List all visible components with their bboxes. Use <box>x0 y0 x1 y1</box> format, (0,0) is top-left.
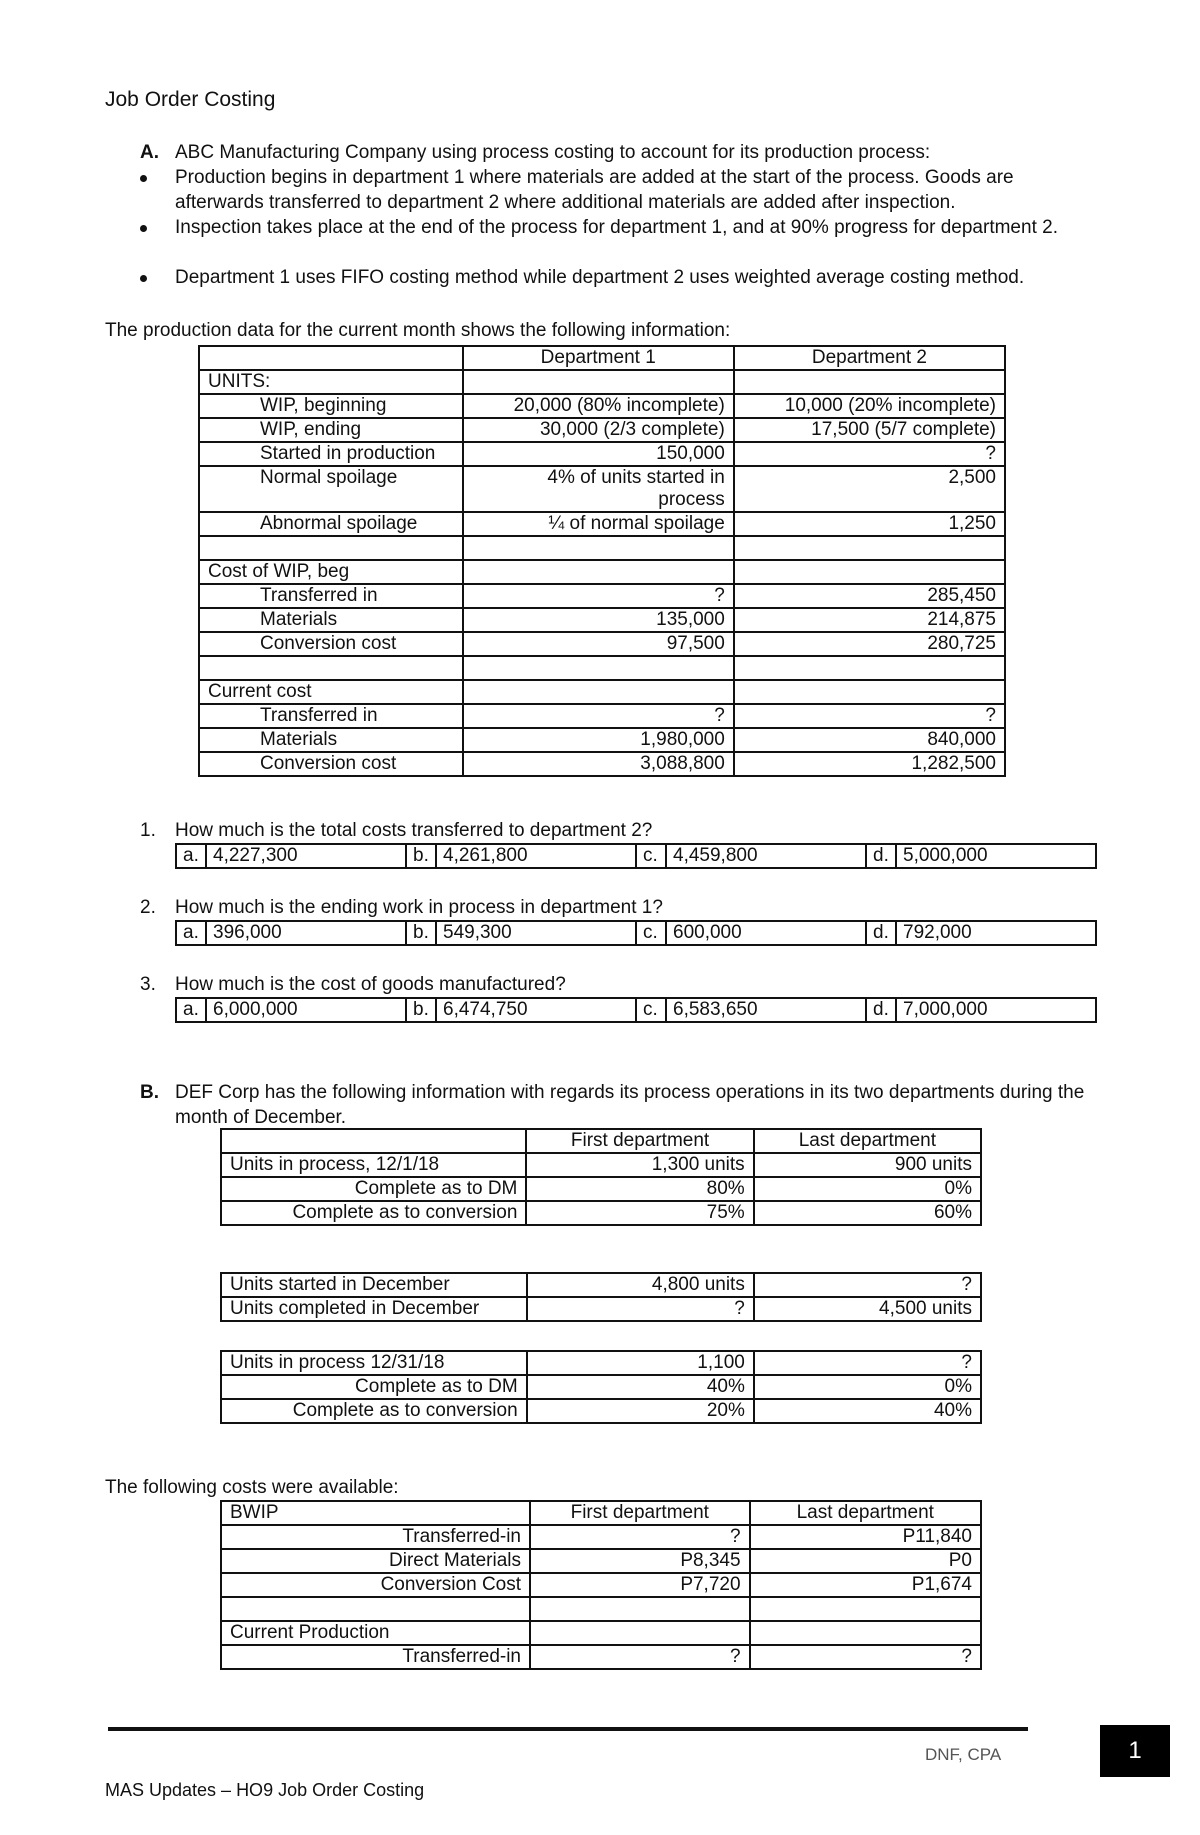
option-value: 6,474,750 <box>436 998 636 1022</box>
costs-lead: The following costs were available: <box>105 1477 399 1498</box>
footer-doc-title: MAS Updates – HO9 Job Order Costing <box>105 1780 425 1800</box>
dept2-cell: 1,250 <box>734 512 1005 536</box>
row-label: Complete as to DM <box>221 1177 526 1201</box>
option-letter: c. <box>636 844 666 868</box>
units-beginning-table <box>220 1128 982 1226</box>
dept1-cell: 3,088,800 <box>463 752 734 776</box>
table-row <box>221 1273 981 1297</box>
dept1-cell <box>463 536 734 560</box>
header-cell: Department 1 <box>463 346 734 370</box>
header-cell <box>199 346 463 370</box>
dept2-cell <box>734 680 1005 704</box>
row-label: Current Production <box>221 1621 530 1645</box>
first-dept-cell: 20% <box>527 1399 754 1423</box>
table-row <box>221 1645 981 1669</box>
question-number: 3. <box>140 974 156 995</box>
table-row <box>221 1525 981 1549</box>
row-label: Transferred in <box>199 584 463 608</box>
option-letter: d. <box>866 998 896 1022</box>
option-letter: a. <box>176 998 206 1022</box>
first-dept-cell: ? <box>530 1525 750 1549</box>
dept2-cell <box>734 560 1005 584</box>
row-label: Direct Materials <box>221 1549 530 1573</box>
dept2-cell: 17,500 (5/7 complete) <box>734 418 1005 442</box>
row-label <box>199 536 463 560</box>
table-row <box>199 560 1005 584</box>
last-dept-cell: P1,674 <box>750 1573 981 1597</box>
row-label: WIP, ending <box>199 418 463 442</box>
units-ending-table <box>220 1350 982 1424</box>
table-row <box>199 536 1005 560</box>
option-letter: d. <box>866 921 896 945</box>
units-started-table <box>220 1272 982 1322</box>
last-dept-cell: 0% <box>754 1177 981 1201</box>
part-b-intro: DEF Corp has the following information with regards its process operations in its two departments during the month of December. <box>175 1082 1085 1128</box>
row-label: Complete as to DM <box>221 1375 527 1399</box>
table-row <box>199 656 1005 680</box>
last-dept-cell <box>750 1597 981 1621</box>
option-value: 600,000 <box>666 921 866 945</box>
dept2-cell <box>734 656 1005 680</box>
question-3-options <box>175 997 1097 1023</box>
last-dept-cell <box>750 1621 981 1645</box>
last-dept-cell: P0 <box>750 1549 981 1573</box>
row-label: Transferred-in <box>221 1645 530 1669</box>
part-b-mark: B. <box>140 1082 159 1103</box>
bullet-3: Department 1 uses FIFO costing method while department 2 uses weighted average costing method. <box>175 267 1025 288</box>
option-letter: b. <box>406 998 436 1022</box>
last-dept-cell: ? <box>754 1351 981 1375</box>
row-label: Units in process, 12/1/18 <box>221 1153 526 1177</box>
part-a-mark: A. <box>140 142 159 163</box>
part-a-intro: ABC Manufacturing Company using process costing to account for its production process: <box>175 142 931 163</box>
bullet-icon <box>140 175 147 182</box>
option-value: 6,583,650 <box>666 998 866 1022</box>
table-row <box>221 1201 981 1225</box>
bullet-icon <box>140 225 147 232</box>
bullet-2: Inspection takes place at the end of the process for department 1, and at 90% progress for department 2. <box>175 217 1058 238</box>
last-dept-cell: 40% <box>754 1399 981 1423</box>
first-dept-cell: ? <box>527 1297 754 1321</box>
option-value: 6,000,000 <box>206 998 406 1022</box>
header-cell: BWIP <box>221 1501 530 1525</box>
dept1-cell: ¼ of normal spoilage <box>463 512 734 536</box>
bullet-icon <box>140 275 147 282</box>
last-dept-cell: 60% <box>754 1201 981 1225</box>
option-letter: d. <box>866 844 896 868</box>
table-header-row <box>221 1501 981 1525</box>
dept2-cell: 1,282,500 <box>734 752 1005 776</box>
row-label: Complete as to conversion <box>221 1399 527 1423</box>
table-row <box>221 1153 981 1177</box>
row-label <box>199 656 463 680</box>
dept2-cell: 10,000 (20% incomplete) <box>734 394 1005 418</box>
row-label: Units completed in December <box>221 1297 527 1321</box>
option-value: 549,300 <box>436 921 636 945</box>
production-data-table <box>198 345 1006 777</box>
last-dept-cell: ? <box>750 1645 981 1669</box>
dept2-cell: 2,500 <box>734 466 1005 512</box>
last-dept-cell: 900 units <box>754 1153 981 1177</box>
option-letter: b. <box>406 921 436 945</box>
option-letter: c. <box>636 921 666 945</box>
first-dept-cell: 80% <box>526 1177 753 1201</box>
table-row <box>199 370 1005 394</box>
table-row <box>221 1375 981 1399</box>
row-label: Materials <box>199 728 463 752</box>
row-label: Normal spoilage <box>199 466 463 512</box>
dept1-cell: 30,000 (2/3 complete) <box>463 418 734 442</box>
row-label: Materials <box>199 608 463 632</box>
first-dept-cell: 40% <box>527 1375 754 1399</box>
footer-author: DNF, CPA <box>925 1745 1002 1764</box>
first-dept-cell: 1,100 <box>527 1351 754 1375</box>
dept2-cell <box>734 536 1005 560</box>
dept2-cell: 840,000 <box>734 728 1005 752</box>
row-label: Complete as to conversion <box>221 1201 526 1225</box>
options-row <box>176 921 1096 945</box>
table-row <box>199 442 1005 466</box>
first-dept-cell: P7,720 <box>530 1573 750 1597</box>
row-label: Conversion cost <box>199 632 463 656</box>
question-text: How much is the cost of goods manufactured? <box>175 974 566 995</box>
row-label: Transferred-in <box>221 1525 530 1549</box>
header-cell: First department <box>530 1501 750 1525</box>
dept2-cell: 280,725 <box>734 632 1005 656</box>
table-row <box>221 1621 981 1645</box>
table-row <box>199 608 1005 632</box>
row-label <box>221 1597 530 1621</box>
table-row <box>199 394 1005 418</box>
question-text: How much is the ending work in process in department 1? <box>175 897 663 918</box>
header-cell: First department <box>526 1129 753 1153</box>
options-row <box>176 844 1096 868</box>
table-row <box>199 632 1005 656</box>
table-row <box>221 1297 981 1321</box>
table-header-row <box>221 1129 981 1153</box>
row-label: Abnormal spoilage <box>199 512 463 536</box>
first-dept-cell <box>530 1621 750 1645</box>
dept1-cell: 20,000 (80% incomplete) <box>463 394 734 418</box>
dept1-cell: ? <box>463 584 734 608</box>
page-number: 1 <box>1100 1725 1170 1777</box>
last-dept-cell: 4,500 units <box>754 1297 981 1321</box>
option-value: 4,459,800 <box>666 844 866 868</box>
part-a-lead: The production data for the current month shows the following information: <box>105 320 731 341</box>
row-label: Current cost <box>199 680 463 704</box>
dept2-cell: ? <box>734 442 1005 466</box>
option-value: 792,000 <box>896 921 1096 945</box>
row-label: Cost of WIP, beg <box>199 560 463 584</box>
dept1-cell: 4% of units started in process <box>463 466 734 512</box>
dept1-cell: 135,000 <box>463 608 734 632</box>
table-row <box>221 1399 981 1423</box>
option-letter: a. <box>176 844 206 868</box>
option-value: 5,000,000 <box>896 844 1096 868</box>
table-row <box>199 418 1005 442</box>
costs-table <box>220 1500 982 1670</box>
row-label: Transferred in <box>199 704 463 728</box>
dept1-cell <box>463 680 734 704</box>
page-title: Job Order Costing <box>105 88 276 111</box>
row-label: WIP, beginning <box>199 394 463 418</box>
header-cell <box>221 1129 526 1153</box>
bullet-1: Production begins in department 1 where materials are added at the start of the process. Goods are afterwards transferred to department 2 where additional materials are added after inspection. <box>175 167 1014 213</box>
dept1-cell <box>463 370 734 394</box>
header-cell: Last department <box>754 1129 981 1153</box>
question-text: How much is the total costs transferred to department 2? <box>175 820 653 841</box>
table-row <box>199 466 1005 512</box>
table-row <box>221 1573 981 1597</box>
first-dept-cell: 1,300 units <box>526 1153 753 1177</box>
question-2-options <box>175 920 1097 946</box>
dept1-cell: 1,980,000 <box>463 728 734 752</box>
first-dept-cell: P8,345 <box>530 1549 750 1573</box>
table-row <box>199 680 1005 704</box>
dept1-cell: 150,000 <box>463 442 734 466</box>
dept2-cell <box>734 370 1005 394</box>
option-value: 396,000 <box>206 921 406 945</box>
row-label: Conversion Cost <box>221 1573 530 1597</box>
first-dept-cell <box>530 1597 750 1621</box>
first-dept-cell: 75% <box>526 1201 753 1225</box>
row-label: Units started in December <box>221 1273 527 1297</box>
dept1-cell <box>463 656 734 680</box>
table-header-row <box>199 346 1005 370</box>
table-row <box>199 704 1005 728</box>
dept1-cell: ? <box>463 704 734 728</box>
table-row <box>221 1177 981 1201</box>
footer-rule <box>108 1727 1028 1731</box>
header-cell: Last department <box>750 1501 981 1525</box>
dept2-cell: 214,875 <box>734 608 1005 632</box>
option-value: 7,000,000 <box>896 998 1096 1022</box>
last-dept-cell: ? <box>754 1273 981 1297</box>
header-cell: Department 2 <box>734 346 1005 370</box>
question-number: 2. <box>140 897 156 918</box>
option-value: 4,261,800 <box>436 844 636 868</box>
table-row <box>199 728 1005 752</box>
question-1-options <box>175 843 1097 869</box>
first-dept-cell: 4,800 units <box>527 1273 754 1297</box>
table-row <box>199 584 1005 608</box>
row-label: Conversion cost <box>199 752 463 776</box>
first-dept-cell: ? <box>530 1645 750 1669</box>
option-letter: c. <box>636 998 666 1022</box>
table-row <box>199 752 1005 776</box>
option-value: 4,227,300 <box>206 844 406 868</box>
dept2-cell: ? <box>734 704 1005 728</box>
dept2-cell: 285,450 <box>734 584 1005 608</box>
row-label: UNITS: <box>199 370 463 394</box>
table-row <box>221 1597 981 1621</box>
table-row <box>221 1351 981 1375</box>
dept1-cell: 97,500 <box>463 632 734 656</box>
row-label: Started in production <box>199 442 463 466</box>
row-label: Units in process 12/31/18 <box>221 1351 527 1375</box>
table-row <box>221 1549 981 1573</box>
last-dept-cell: P11,840 <box>750 1525 981 1549</box>
option-letter: a. <box>176 921 206 945</box>
question-number: 1. <box>140 820 156 841</box>
table-row <box>199 512 1005 536</box>
dept1-cell <box>463 560 734 584</box>
option-letter: b. <box>406 844 436 868</box>
options-row <box>176 998 1096 1022</box>
last-dept-cell: 0% <box>754 1375 981 1399</box>
